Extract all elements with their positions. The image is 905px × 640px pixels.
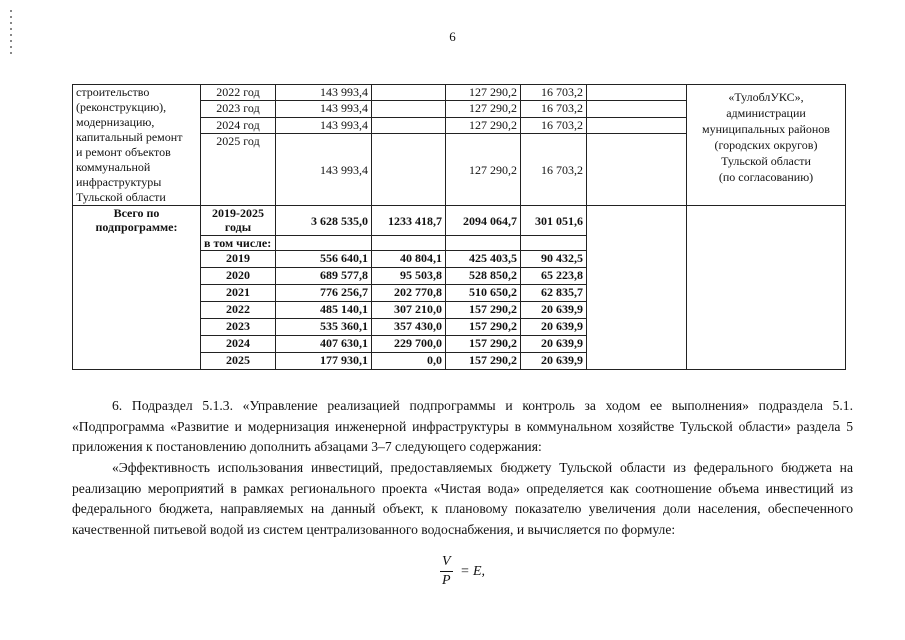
executor-line: муниципальных районов	[702, 122, 830, 136]
empty-cell	[587, 206, 687, 370]
year-cell: 2019	[201, 251, 276, 268]
budget-cell: 127 290,2	[446, 85, 521, 101]
budget-cell: 307 210,0	[372, 302, 446, 319]
budget-table	[72, 84, 846, 370]
total-cell: 689 577,8	[276, 268, 372, 285]
including-label: в том числе:	[201, 236, 276, 251]
budget-cell: 20 639,9	[521, 302, 587, 319]
year-cell: 2021	[201, 285, 276, 302]
year-cell: 2024	[201, 336, 276, 353]
budget-cell: 127 290,2	[446, 134, 521, 206]
budget-cell: 127 290,2	[446, 117, 521, 133]
description-line: Тульской области	[76, 190, 166, 204]
total-cell: 407 630,1	[276, 336, 372, 353]
year-cell: 2025	[201, 353, 276, 370]
empty-cell	[587, 117, 687, 133]
budget-cell: 202 770,8	[372, 285, 446, 302]
year-cell: 2020	[201, 268, 276, 285]
budget-cell: 157 290,2	[446, 302, 521, 319]
year-cell: 2024 год	[201, 117, 276, 133]
margin-marks	[10, 10, 14, 70]
budget-cell: 62 835,7	[521, 285, 587, 302]
budget-cell: 16 703,2	[521, 101, 587, 117]
table-row	[73, 85, 846, 101]
total-cell: 485 140,1	[276, 302, 372, 319]
year-cell: 2023 год	[201, 101, 276, 117]
budget-cell: 20 639,9	[521, 319, 587, 336]
budget-cell: 16 703,2	[521, 117, 587, 133]
budget-cell: 16 703,2	[521, 134, 587, 206]
summary-cell: 2094 064,7	[446, 206, 521, 236]
budget-cell: 425 403,5	[446, 251, 521, 268]
budget-cell: 40 804,1	[372, 251, 446, 268]
summary-cell: 1233 418,7	[372, 206, 446, 236]
budget-cell: 16 703,2	[521, 85, 587, 101]
budget-cell: 157 290,2	[446, 319, 521, 336]
formula	[440, 553, 485, 590]
summary-total: 3 628 535,0	[276, 206, 372, 236]
empty-cell	[446, 236, 521, 251]
paragraph-efficiency: «Эффективность использования инвестиций, предоставляемых бюджету Тульской области из федерального бюджета на реализацию мероприятий в рамках регионального проекта «Чистая вода» определяется как соотношение объема инвестиций из федерального бюджета, направляемых на данный объект, к плановому показателю увеличения доли населения, обеспеченного качественной питьевой водой из систем централизованного водоснабжения, и вычисляется по формуле:	[72, 460, 853, 537]
formula-fraction	[440, 553, 453, 590]
summary-cell: 301 051,6	[521, 206, 587, 236]
total-cell: 535 360,1	[276, 319, 372, 336]
executor-cell	[687, 85, 846, 206]
budget-cell	[372, 85, 446, 101]
summary-period: 2019-2025 годы	[201, 206, 276, 236]
year-cell: 2023	[201, 319, 276, 336]
page-number: 6	[449, 29, 456, 44]
budget-cell: 0,0	[372, 353, 446, 370]
description-line: модернизацию,	[76, 115, 155, 129]
year-cell: 2022 год	[201, 85, 276, 101]
budget-cell: 95 503,8	[372, 268, 446, 285]
executor-line: (по согласованию)	[718, 170, 814, 184]
measure-description	[73, 85, 201, 206]
budget-cell: 229 700,0	[372, 336, 446, 353]
total-cell: 556 640,1	[276, 251, 372, 268]
budget-cell	[372, 101, 446, 117]
executor-line: администрации	[726, 106, 806, 120]
formula-result: = E,	[460, 563, 486, 579]
description-line: капитальный ремонт	[76, 130, 183, 144]
description-line: инфраструктуры	[76, 175, 162, 189]
empty-cell	[521, 236, 587, 251]
formula-numerator: V	[440, 553, 453, 572]
total-cell: 177 930,1	[276, 353, 372, 370]
executor-line: Тульской области	[721, 154, 811, 168]
summary-row	[73, 206, 846, 236]
budget-cell: 65 223,8	[521, 268, 587, 285]
executor-line: «ТулоблУКС»,	[728, 90, 804, 104]
total-cell: 776 256,7	[276, 285, 372, 302]
budget-cell: 20 639,9	[521, 353, 587, 370]
budget-cell	[372, 117, 446, 133]
formula-denominator: P	[442, 573, 451, 588]
budget-cell: 127 290,2	[446, 101, 521, 117]
empty-cell	[587, 134, 687, 206]
executor-line: (городских округов)	[714, 138, 818, 152]
budget-cell: 157 290,2	[446, 336, 521, 353]
empty-cell	[276, 236, 372, 251]
budget-cell: 510 650,2	[446, 285, 521, 302]
total-cell: 143 993,4	[276, 117, 372, 133]
description-line: и ремонт объектов	[76, 145, 171, 159]
description-line: строительство	[76, 85, 150, 99]
budget-cell: 157 290,2	[446, 353, 521, 370]
budget-cell	[372, 134, 446, 206]
empty-cell	[687, 206, 846, 370]
budget-cell: 20 639,9	[521, 336, 587, 353]
budget-cell: 357 430,0	[372, 319, 446, 336]
empty-cell	[587, 85, 687, 101]
budget-cell: 90 432,5	[521, 251, 587, 268]
summary-label: Всего по подпрограмме:	[73, 206, 201, 370]
year-cell: 2025 год	[201, 134, 276, 206]
empty-cell	[372, 236, 446, 251]
empty-cell	[587, 101, 687, 117]
total-cell: 143 993,4	[276, 101, 372, 117]
year-cell: 2022	[201, 302, 276, 319]
total-cell: 143 993,4	[276, 134, 372, 206]
description-line: (реконструкцию),	[76, 100, 167, 114]
total-cell: 143 993,4	[276, 85, 372, 101]
description-line: коммунальной	[76, 160, 151, 174]
budget-cell: 528 850,2	[446, 268, 521, 285]
paragraph-amendment: 6. Подраздел 5.1.3. «Управление реализацией подпрограммы и контроль за ходом ее выполнения» подраздела 5.1. «Подпрограмма «Развитие и модернизация инженерной инфраструктуры в коммунальном хозяйстве Тульской области» раздела 5 приложения к постановлению дополнить абзацами 3–7 следующего содержания:	[72, 398, 853, 454]
